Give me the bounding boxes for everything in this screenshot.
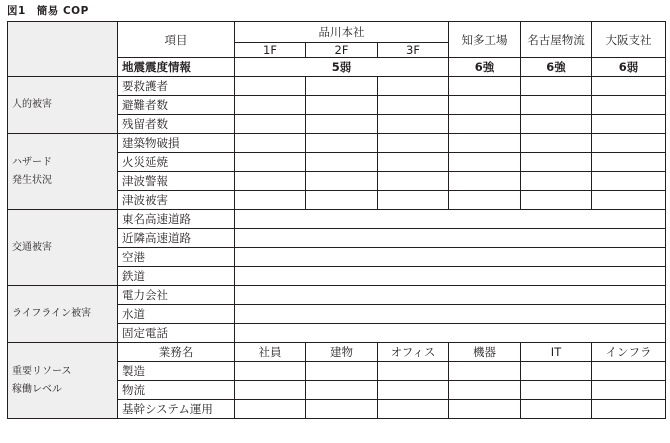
table-cell[interactable]: [235, 400, 306, 419]
resource-col-infra: インフラ: [592, 343, 666, 362]
table-cell[interactable]: [235, 153, 306, 172]
item-label: 火災延焼: [118, 153, 235, 172]
table-cell[interactable]: [235, 134, 306, 153]
floor-1f-header: 1F: [235, 43, 306, 58]
item-label: 電力会社: [118, 286, 235, 305]
item-label: 要救護者: [118, 77, 235, 96]
resource-col-equipment: 機器: [449, 343, 521, 362]
table-cell[interactable]: [378, 381, 449, 400]
resource-col-building: 建物: [306, 343, 378, 362]
item-label: 避難者数: [118, 96, 235, 115]
resource-col-staff: 社員: [235, 343, 306, 362]
floor-2f-header: 2F: [306, 43, 378, 58]
table-cell[interactable]: [235, 248, 666, 267]
category-resource: [8, 343, 118, 419]
table-cell[interactable]: [306, 96, 378, 115]
item-label: 水道: [118, 305, 235, 324]
table-cell[interactable]: [521, 77, 592, 96]
quake-shinagawa: 5弱: [235, 58, 449, 77]
quake-label: 地震震度情報: [118, 58, 235, 77]
item-label: 東名高速道路: [118, 210, 235, 229]
quake-osaka: 6弱: [592, 58, 666, 77]
table-cell[interactable]: [592, 362, 666, 381]
item-label: 近隣高速道路: [118, 229, 235, 248]
figure-title: 図1 簡易 COP: [7, 5, 89, 17]
table-cell[interactable]: [235, 381, 306, 400]
table-cell[interactable]: [306, 172, 378, 191]
table-cell[interactable]: [592, 77, 666, 96]
table-cell[interactable]: [449, 172, 521, 191]
table-row: [8, 77, 666, 96]
cop-table: [7, 21, 666, 419]
item-label: 鉄道: [118, 267, 235, 286]
table-cell[interactable]: [449, 381, 521, 400]
item-header: 項目: [118, 22, 235, 58]
item-label: 建築物破損: [118, 134, 235, 153]
item-label: 津波被害: [118, 191, 235, 210]
table-cell[interactable]: [306, 400, 378, 419]
osaka-header: 大阪支社: [592, 22, 666, 58]
quake-nagoya: 6強: [521, 58, 592, 77]
table-cell[interactable]: [521, 381, 592, 400]
table-cell[interactable]: [378, 362, 449, 381]
table-cell[interactable]: [449, 134, 521, 153]
table-cell[interactable]: [235, 77, 306, 96]
table-cell[interactable]: [521, 362, 592, 381]
category-resource-line2: 稼働レベル: [12, 383, 62, 395]
table-cell[interactable]: [378, 134, 449, 153]
table-cell[interactable]: [521, 96, 592, 115]
table-cell[interactable]: [449, 153, 521, 172]
item-label: 津波警報: [118, 172, 235, 191]
quake-chita: 6強: [449, 58, 521, 77]
table-cell[interactable]: [592, 134, 666, 153]
table-cell[interactable]: [378, 77, 449, 96]
resource-col-office: オフィス: [378, 343, 449, 362]
table-cell[interactable]: [378, 96, 449, 115]
category-traffic: 交通被害: [8, 210, 118, 286]
category-hazard: [8, 134, 118, 210]
table-cell[interactable]: [449, 400, 521, 419]
table-cell[interactable]: [592, 96, 666, 115]
table-cell[interactable]: [235, 286, 666, 305]
table-cell[interactable]: [235, 229, 666, 248]
table-cell[interactable]: [306, 153, 378, 172]
category-hazard-line2: 発生状況: [12, 174, 52, 186]
table-cell[interactable]: [521, 153, 592, 172]
table-cell[interactable]: [592, 153, 666, 172]
table-cell[interactable]: [235, 172, 306, 191]
table-cell[interactable]: [235, 96, 306, 115]
table-cell[interactable]: [306, 381, 378, 400]
header-row-1: [8, 22, 666, 43]
table-cell[interactable]: [235, 305, 666, 324]
table-cell[interactable]: [306, 77, 378, 96]
table-cell[interactable]: [521, 134, 592, 153]
table-cell[interactable]: [235, 115, 306, 134]
table-cell[interactable]: [592, 191, 666, 210]
table-cell[interactable]: [592, 400, 666, 419]
table-cell[interactable]: [521, 115, 592, 134]
table-cell[interactable]: [521, 400, 592, 419]
table-cell[interactable]: [592, 115, 666, 134]
resource-header-row: [8, 343, 666, 362]
table-cell[interactable]: [449, 96, 521, 115]
resource-col-business: 業務名: [118, 343, 235, 362]
item-label: 固定電話: [118, 324, 235, 343]
table-cell[interactable]: [592, 172, 666, 191]
table-cell[interactable]: [449, 77, 521, 96]
table-row: [8, 210, 666, 229]
floor-3f-header: 3F: [378, 43, 449, 58]
resource-col-it: IT: [521, 343, 592, 362]
table-cell[interactable]: [449, 115, 521, 134]
nagoya-header: 名古屋物流: [521, 22, 592, 58]
category-human: 人的被害: [8, 77, 118, 134]
item-label: 物流: [118, 381, 235, 400]
table-cell[interactable]: [378, 191, 449, 210]
header-corner: [8, 22, 118, 77]
table-cell[interactable]: [235, 210, 666, 229]
table-cell[interactable]: [235, 191, 306, 210]
table-row: [8, 134, 666, 153]
table-cell[interactable]: [306, 134, 378, 153]
table-cell[interactable]: [306, 115, 378, 134]
table-cell[interactable]: [592, 381, 666, 400]
table-cell[interactable]: [521, 172, 592, 191]
category-resource-line1: 重要リソース: [12, 365, 72, 377]
item-label: 空港: [118, 248, 235, 267]
table-cell[interactable]: [449, 191, 521, 210]
table-cell[interactable]: [378, 400, 449, 419]
table-row: [8, 286, 666, 305]
chita-header: 知多工場: [449, 22, 521, 58]
shinagawa-header: 品川本社: [235, 22, 449, 43]
table-cell[interactable]: [378, 153, 449, 172]
table-cell[interactable]: [235, 267, 666, 286]
item-label: 製造: [118, 362, 235, 381]
item-label: 残留者数: [118, 115, 235, 134]
table-cell[interactable]: [378, 115, 449, 134]
table-cell[interactable]: [235, 362, 306, 381]
category-lifeline: ライフライン被害: [8, 286, 118, 343]
item-label: 基幹システム運用: [118, 400, 235, 419]
table-cell[interactable]: [378, 172, 449, 191]
table-cell[interactable]: [521, 191, 592, 210]
table-cell[interactable]: [306, 191, 378, 210]
table-cell[interactable]: [449, 362, 521, 381]
table-cell[interactable]: [306, 362, 378, 381]
table-cell[interactable]: [235, 324, 666, 343]
category-hazard-line1: ハザード: [12, 156, 52, 168]
